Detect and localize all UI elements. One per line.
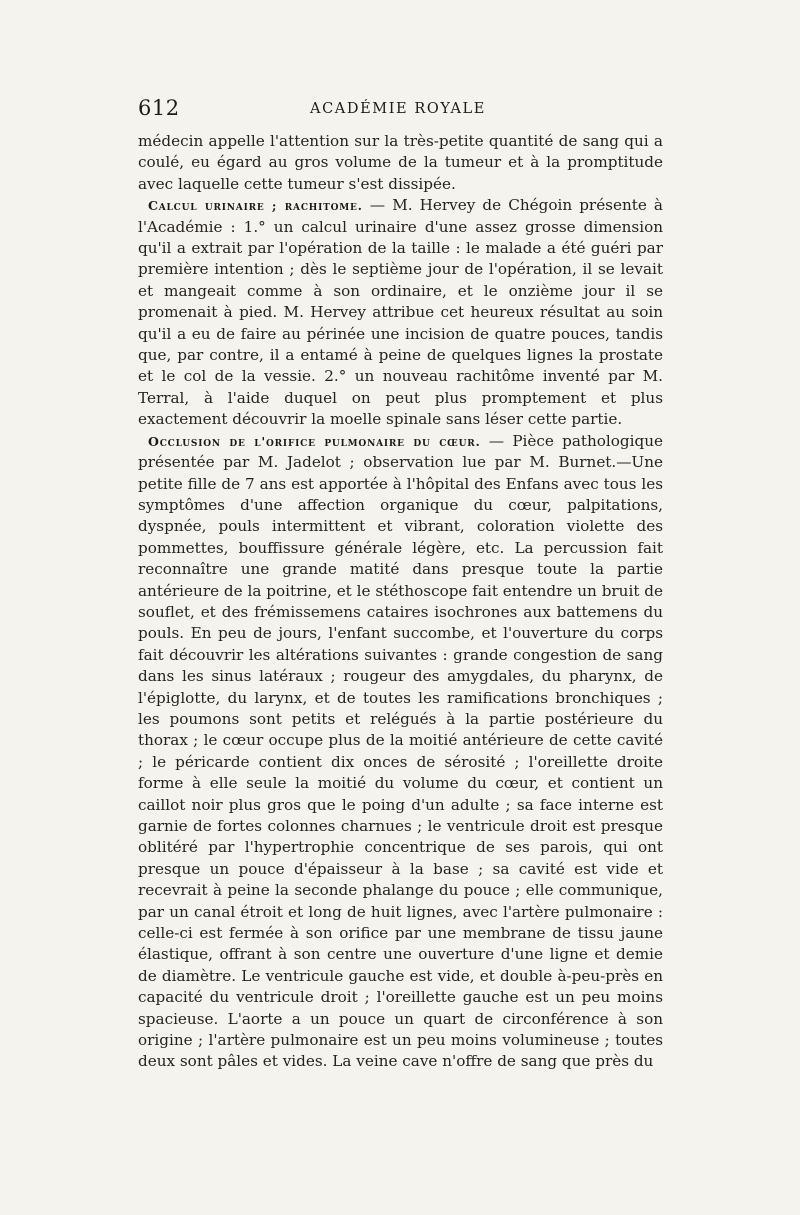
body-text xyxy=(138,131,663,1073)
section-heading: Calcul urinaire ; rachitome. xyxy=(148,198,363,214)
paragraph-calcul-urinaire xyxy=(138,195,663,430)
paragraph-text: — Pièce pathologique présentée par M. Jadelot ; observation lue par M. Burnet.—Une petite fille de 7 ans est apportée à l'hôpital des Enfans avec tous les symptômes d'une affection organique du cœur, palpitations, dyspnée, pouls intermittent et vibrant, coloration violette des pommettes, bouffissure générale légère, etc. La percussion fait reconnaître une grande matité dans presque toute la partie antérieure de la poitrine, et le stéthoscope fait entendre un bruit de souflet, et des frémissemens cataires isochrones aux battemens du pouls. En peu de jours, l'enfant succombe, et l'ouverture du corps fait découvrir les altérations suivantes : grande congestion de sang dans les sinus latéraux ; rougeur des amygdales, du pharynx, de l'épiglotte, du larynx, et de toutes les ramifications bronchiques ; les poumons sont petits et relégués à la partie postérieure du thorax ; le cœur occupe plus de la moitié antérieure de cette cavité ; le péricarde contient dix onces de sérosité ; l'oreillette droite forme à elle seule la moitié du volume du cœur, et contient un caillot noir plus gros que le poing d'un adulte ; sa face interne est garnie de fortes colonnes charnues ; le ventricule droit est presque oblitéré par l'hypertrophie concentrique de ses parois, qui ont presque un pouce d'épaisseur à la base ; sa cavité est vide et recevrait à peine la seconde phalange du pouce ; elle communique, par un canal étroit et long de huit lignes, avec l'artère pulmonaire : celle-ci est fermée à son orifice par une membrane de tissu jaune élastique, offrant à son centre une ouverture d'une ligne et demie de diamètre. Le ventricule gauche est vide, et double à-peu-près en capacité du ventricule droit ; l'oreillette gauche est un peu moins spacieuse. L'aorte a un pouce un quart de circonférence à son origine ; l'artère pulmonaire est un peu moins volumineuse ; toutes deux sont pâles et vides. La veine cave n'offre de sang que près du xyxy=(138,431,663,1071)
running-head: ACADÉMIE ROYALE xyxy=(310,101,486,117)
paragraph-occlusion xyxy=(138,431,663,1073)
paragraph-continuation xyxy=(138,131,663,195)
page-header xyxy=(138,96,663,126)
paragraph-text: médecin appelle l'attention sur la très-petite quantité de sang qui a coulé, eu égard au gros volume de la tumeur et à la promptitude avec laquelle cette tumeur s'est dissipée. xyxy=(138,132,663,193)
page-number: 612 xyxy=(138,96,180,120)
section-heading: Occlusion de l'orifice pulmonaire du cœur. xyxy=(148,433,481,449)
paragraph-text: — M. Hervey de Chégoin présente à l'Académie : 1.° un calcul urinaire d'une assez grosse dimension qu'il a extrait par l'opération de la taille : le malade a été guéri par première intention ; dès le septième jour de l'opération, il se levait et mangeait comme à son ordinaire, et le onzième jour il se promenait à pied. M. Hervey attribue cet heureux résultat au soin qu'il a eu de faire au périnée une incision de quatre pouces, tandis que, par contre, il a entamé à peine de quelques lignes la prostate et le col de la vessie. 2.° un nouveau rachitôme inventé par M. Terral, à l'aide duquel on peut plus promptement et plus exactement découvrir la moelle spinale sans léser cette partie. xyxy=(138,196,663,429)
